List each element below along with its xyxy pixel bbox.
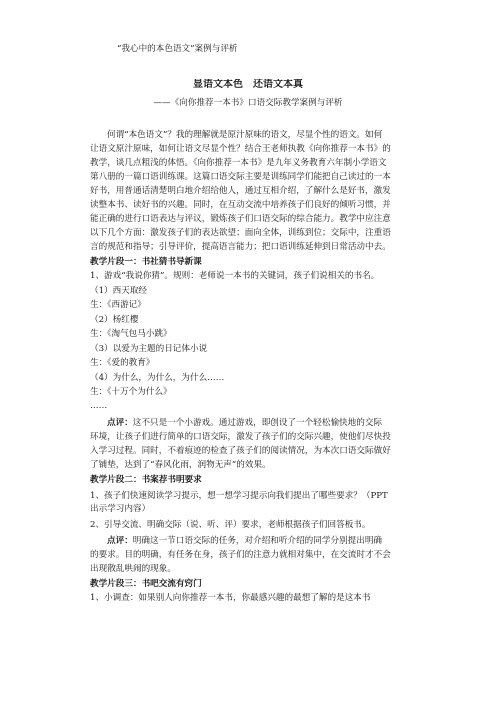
intro-line: 读整本书、读好书的兴趣。同时，在互动交流中培养孩子们良好的倾听习惯，并 [90, 200, 391, 210]
intro-line: 何谓“本色语文”？我的理解就是原汁原味的语文，尽显个性的语文。如何 [107, 130, 383, 140]
body-line: 1、小调查：如果别人向你推荐一本书，你最感兴趣的最想了解的是这本书 [90, 593, 371, 603]
intro-line: 第八册的一篇口语训练课。这篇口语交际主要是训练同学们能把自己读过的一本 [90, 172, 391, 182]
comment-text: 明确这一节口语交际的任务，对介绍和听介绍的同学分别提出明确 [132, 536, 383, 546]
comment-line [107, 417, 406, 429]
intro-line: 以下几个方面：激发孩子们的表达欲望；面向全体，训练到位；交际中，注重语 [90, 228, 391, 238]
intro-line: 教学，谈几点粗浅的体悟。《向你推荐一本书》是九年义务教育六年制小学语文 [90, 158, 387, 168]
body-line: 生：《爱的教育》 [90, 358, 155, 368]
intro-line: 能正确的进行口语表达与评议，锻炼孩子们口语交际的综合能力。教学中应注意 [90, 214, 391, 224]
comment-label: 点评： [107, 418, 133, 428]
intro-line: 言的规范和指导；引导评价，提高语言能力；把口语训练延伸到日常活动中去。 [90, 242, 391, 252]
body-line: …… [90, 401, 108, 411]
body-line: （4）为什么，为什么，为什么…… [90, 373, 225, 383]
comment-text: 这不只是一个小游戏。通过游戏，即创设了一个轻松愉快地的交际 [132, 418, 383, 428]
section-heading: 教学片段一：书社猜书导新课 [90, 257, 202, 267]
section-heading: 教学片段二：书案荐书明要求 [90, 475, 202, 485]
body-line: （3）以爱为主题的日记体小说 [90, 344, 208, 354]
body-line: （2）杨红樱 [90, 315, 139, 325]
body-line: 生：《十万个为什么》 [90, 387, 172, 397]
comment-line: 出现散乱哄闹的现象。 [90, 564, 176, 574]
body-line: 生：《西游记》 [90, 300, 146, 310]
comment-line [107, 535, 406, 547]
body-line: （1）西天取经 [90, 286, 148, 296]
document-pretitle: “我心中的本色语文”案例与评析 [117, 44, 238, 54]
document-subtitle: ——《向你推荐一本书》口语交际教学案例与评析 [153, 98, 343, 108]
section-heading: 教学片段三：书吧交流有窍门 [90, 579, 202, 589]
comment-line: 入学习过程。同时，不着痕迹的检查了孩子们的阅读情况，为本次口语交际做好 [90, 446, 391, 456]
comment-label: 点评： [107, 536, 133, 546]
comment-line: 的要求。目的明确，有任务在身，孩子们的注意力就相对集中，在交流时才不会 [90, 550, 391, 560]
body-line: 生：《淘气包马小跳》 [90, 329, 172, 339]
body-line: 2、引导交流、明确交际（说、听、评）要求，老师根据孩子们回答板书。 [90, 520, 371, 530]
comment-line: 环境，让孩子们进行简单的口语交际，激发了孩子们的交际兴趣，使他们尽快投 [90, 432, 391, 442]
body-line: 1、游戏“我说你猜”。规则：老师说一本书的关键词，孩子们说相关的书名。 [90, 271, 380, 281]
intro-line: 好书，用普通话清楚明白地介绍给他人，通过互相介绍，了解什么是好书，激发 [90, 186, 391, 196]
document-title: 显语文本色 还语文本真 [193, 79, 303, 90]
intro-line: 让语文原汁原味，如何让语文尽显个性？结合王老师执教《向你推荐一本书》的 [90, 144, 391, 154]
comment-line: 了铺垫，达到了“春风化雨，润物无声”的效果。 [90, 460, 271, 470]
body-line: 1、孩子们快速阅读学习提示，想一想学习提示向我们提出了哪些要求？（PPT [90, 491, 388, 501]
body-line: 出示学习内容） [90, 504, 151, 514]
